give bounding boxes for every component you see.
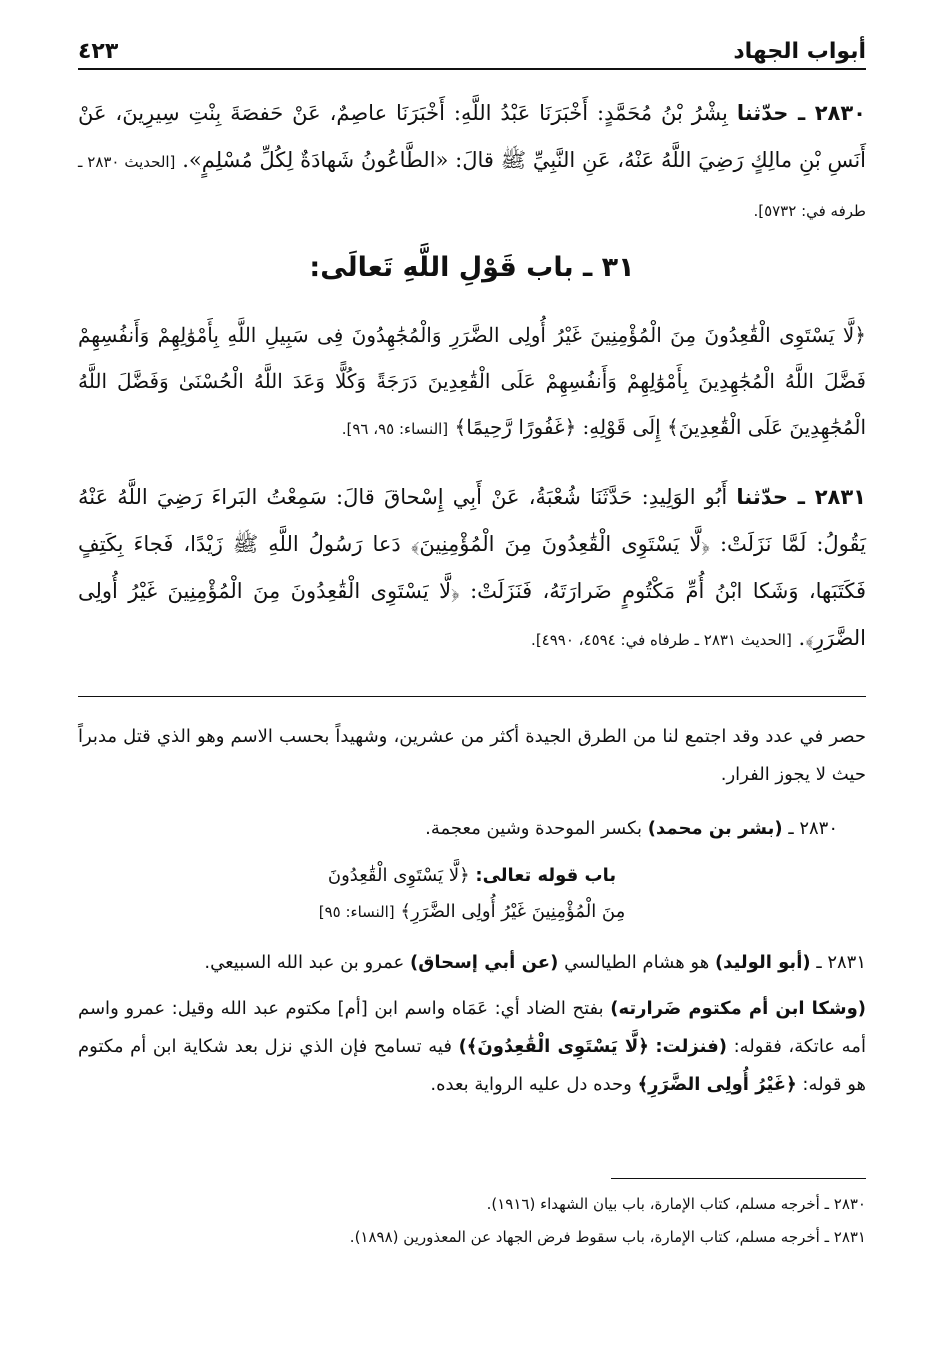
commentary-divider [78, 696, 866, 697]
verse-reference: [النساء: ٩٥، ٩٦]. [341, 420, 449, 438]
hadith-number: ٢٨٣١ ـ حدّثنا [736, 485, 866, 509]
hadith-number: ٢٨٣٠ ـ حدّثنا [736, 101, 866, 125]
verse-text: ﴿لَّا يَسْتَوِى الْقَٰعِدُونَ مِنَ الْمُؤْمِنِينَ غَيْرُ أُولِى الضَّرَرِ وَالْمُجَٰهِدُونَ فِى سَبِيلِ اللَّهِ بِأَمْوَٰلِهِمْ وَأَنفُسِهِمْ فَضَّلَ اللَّهُ الْمُجَٰهِدِينَ بِأَمْوَٰلِهِمْ وَأَنفُسِهِمْ عَلَى الْقَٰعِدِينَ دَرَجَةً وَكُلًّا وَعَدَ اللَّهُ الْحُسْنَىٰ وَفَضَّلَ اللَّهُ الْمُجَٰهِدِينَ عَلَى الْقَٰعِدِينَ﴾ إِلَى قَوْلِهِ: ﴿غَفُورًا رَّحِيمًا﴾ [78, 323, 866, 439]
quran-verse [78, 312, 866, 452]
commentary-subheading: باب قوله تعالى: ﴿لَّا يَسْتَوِى الْقَٰعِدُونَ مِنَ الْمُؤْمِنِينَ غَيْرُ أُولِى الضَّرَرِ﴾ [النساء: ٩٥] [318, 865, 626, 922]
chapter-heading: ٣١ ـ باب قَوْلِ اللَّهِ تَعالَى: [309, 252, 635, 283]
hadith-reference: [الحديث ٢٨٣١ ـ طرفاه في: ٤٥٩٤، ٤٩٩٠]. [531, 631, 792, 649]
commentary-intro: حصر في عدد وقد اجتمع لنا من الطرق الجيدة أكثر من عشرين، وشهيداً بحسب الاسم وهو الذي قتل مدبراً حيث لا يجوز الفرار. [78, 726, 866, 785]
page-header [78, 28, 866, 70]
hadith-text: أَبُو الوَلِيدِ: حَدَّثَنَا شُعْبَةُ، عَنْ أَبِي إِسْحاقَ قالَ: سَمِعْتُ البَراءَ رَضِيَ اللَّهُ عَنْهُ يَقُولُ: لَمَّا نَزَلَتْ: ﴿لَّا يَسْتَوِى الْقَٰعِدُونَ مِنَ الْمُؤْمِنِينَ﴾ دَعا رَسُولُ اللَّهِ ﷺ زَيْدًا، فَجاءَ بِكَتِفٍ فَكَتَبَها، وَشَكا ابْنُ أُمِّ مَكْتُومٍ ضَرارَتَهُ، فَنَزَلَتْ: ﴿لَّا يَسْتَوِى الْقَٰعِدُونَ مِنَ الْمُؤْمِنِينَ غَيْرُ أُولِى الضَّرَرِ﴾. [78, 485, 866, 650]
commentary-note-2831: ٢٨٣١ ـ (أبو الوليد) هو هشام الطيالسي (عن أبي إسحاق) عمرو بن عبد الله السبيعي. [204, 952, 866, 973]
hadith-reference: [الحديث ٢٨٣٠ ـ طرفه في: ٥٧٣٢]. [78, 153, 866, 220]
commentary-note-blindness: (وشكا ابن أم مكتوم ضَرارته) بفتح الضاد أي: عَمَاه واسم ابن [أم] مكتوم عبد الله وقيل: عمرو واسم أمه عاتكة، فقوله: (فنزلت: ﴿لَّا يَسْتَوِى الْقَٰعِدُونَ﴾) فيه تسامح فإن الذي نزل بعد شكاية ابن أم مكتوم هو قوله: ﴿غَيْرُ أُولِى الضَّرَرِ﴾ وحده دل عليه الرواية بعده. [78, 998, 866, 1095]
page-number: ٤٢٣ [78, 39, 119, 64]
commentary-note-2830: ٢٨٣٠ ـ (بشر بن محمد) بكسر الموحدة وشين معجمة. [425, 818, 838, 839]
footnote-divider [611, 1178, 866, 1179]
hadith-2830 [78, 90, 866, 235]
chapter-running-title: أبواب الجهاد [733, 39, 866, 64]
footnote-2830: ٢٨٣٠ ـ أخرجه مسلم، كتاب الإمارة، باب بيان الشهداء (١٩١٦). [486, 1195, 866, 1213]
hadith-2831 [78, 474, 866, 664]
hadith-text: بِشْرُ بْنُ مُحَمَّدٍ: أَخْبَرَنَا عَبْدُ اللَّهِ: أَخْبَرَنَا عاصِمٌ، عَنْ حَفصَةَ بِنْتِ سِيرِينَ، عَنْ أَنَسِ بْنِ مالِكٍ رَضِيَ اللَّهُ عَنْهُ، عَنِ النَّبِيِّ ﷺ قالَ: «الطَّاعُونُ شَهادَةٌ لِكُلِّ مُسْلِمٍ». [78, 101, 866, 172]
footnote-2831: ٢٨٣١ ـ أخرجه مسلم، كتاب الإمارة، باب سقوط فرض الجهاد عن المعذورين (١٨٩٨). [349, 1228, 866, 1246]
